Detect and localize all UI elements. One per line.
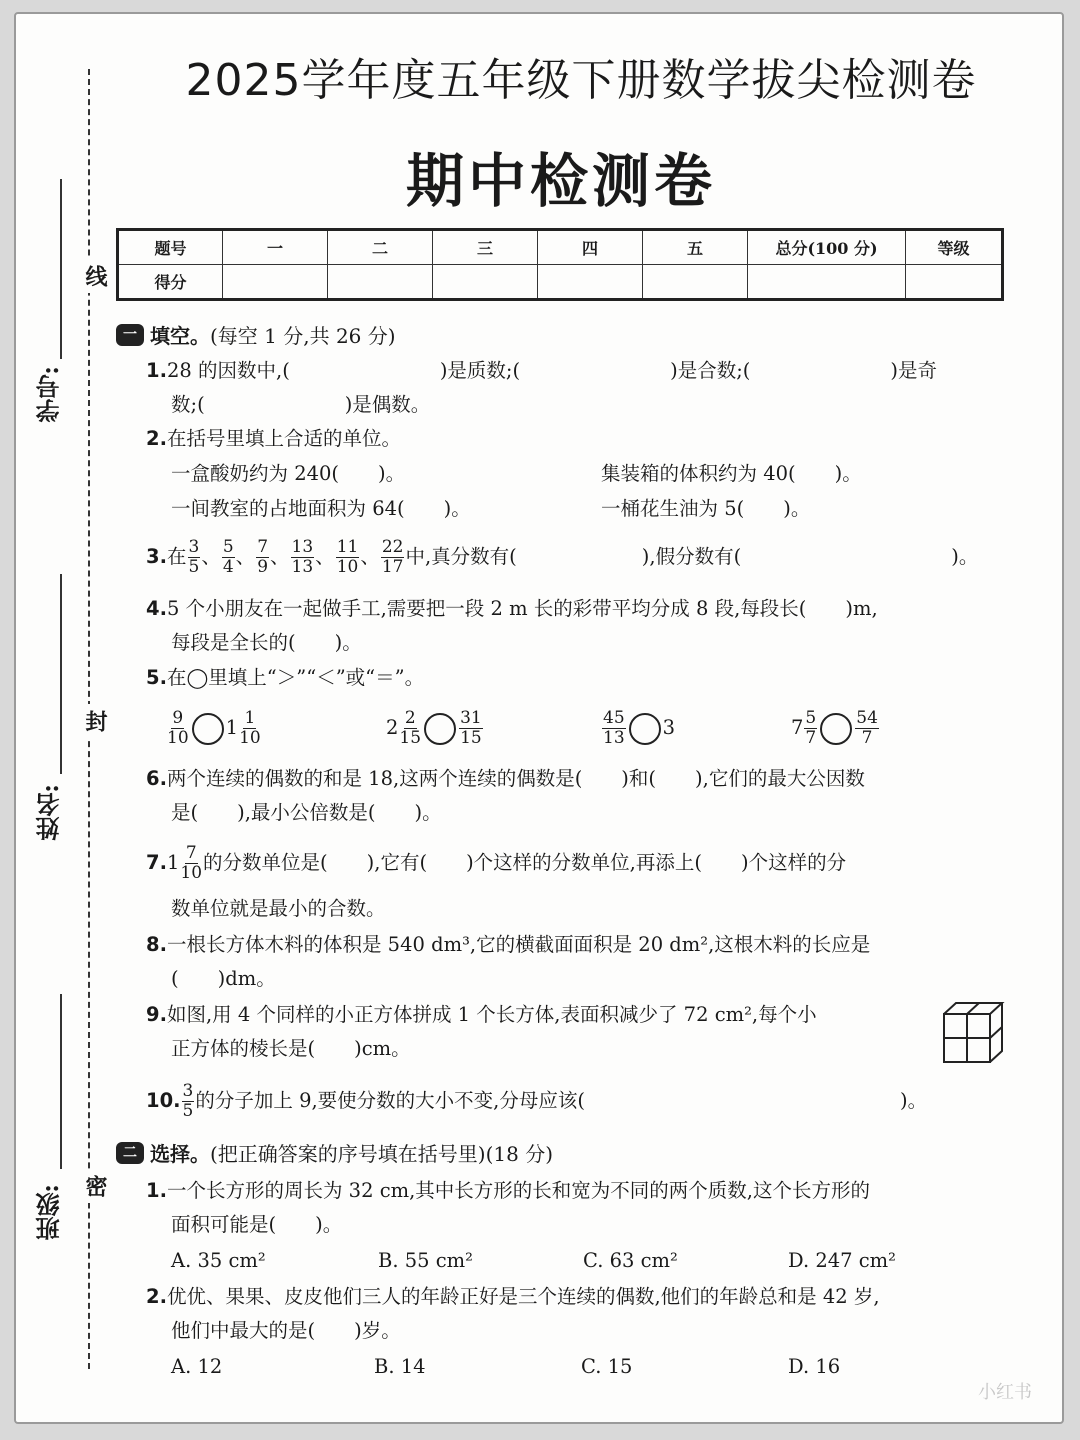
- q-text: 优优、果果、皮皮他们三人的年龄正好是三个连续的偶数,他们的年龄总和是 42 岁,: [166, 1285, 880, 1308]
- compare-item-3: $\frac{45}{13}$ 3: [603, 708, 676, 748]
- score-cell[interactable]: [328, 265, 433, 300]
- question-2-line2a: 一间教室的占地面积为 64( )。: [171, 497, 471, 520]
- choice-2-option-b[interactable]: B. 14: [374, 1355, 426, 1378]
- name-label: 姓名:: [35, 784, 64, 841]
- question-5: [146, 661, 424, 695]
- question-1-cont: [171, 388, 430, 422]
- compare-circle[interactable]: [424, 713, 456, 745]
- compare-circle[interactable]: [820, 713, 852, 745]
- cell-header: 题号: [118, 230, 223, 265]
- question-7: 7.1 $\frac{7}{10}$ 的分数单位是( ),它有( )个这样的分数单位,再添上( )个这样的分: [146, 843, 847, 883]
- question-2: [146, 422, 401, 456]
- fraction: $\frac{54}{7}$: [856, 708, 878, 748]
- score-cell[interactable]: [433, 265, 538, 300]
- q-text: 在: [166, 545, 187, 568]
- cell-header: 等级: [906, 230, 1003, 265]
- question-number: 7.: [146, 851, 167, 874]
- choice-2: [146, 1280, 880, 1314]
- q-text: 如图,用 4 个同样的小正方体拼成 1 个长方体,表面积减少了 72 cm²,每个小: [166, 1003, 817, 1026]
- cell-score-label: 得分: [118, 265, 223, 300]
- line-word: 线: [80, 259, 111, 293]
- watermark: 小红书: [978, 1382, 1032, 1403]
- fraction: $\frac{11}{10}$: [336, 537, 359, 577]
- fraction: $\frac{3}{5}$: [182, 1081, 194, 1121]
- exam-subtitle: 期中检测卷: [405, 147, 716, 215]
- question-6-cont: 是( ),最小公倍数是( )。: [171, 801, 442, 824]
- question-3: 3.在 $\frac{3}{5}$ 、 $\frac{5}{4}$ 、 $\frac{7}{9}$ 、 $\frac{13}{13}$ 、 $\frac{11}{10}$ 、 $\frac{22}{17}$ 中,真分数有( ),假分数有( )。: [146, 537, 979, 577]
- question-number: 10.: [146, 1089, 181, 1112]
- score-cell[interactable]: [748, 265, 906, 300]
- choice-1-cont: 面积可能是( )。: [171, 1213, 343, 1236]
- fraction: $\frac{2}{15}$: [399, 708, 422, 748]
- cell-header: 五: [643, 230, 748, 265]
- q-text: )是质数;(: [439, 359, 521, 382]
- score-cell[interactable]: [538, 265, 643, 300]
- score-table-score-row: [118, 265, 1003, 300]
- q-text: 一个长方形的周长为 32 cm,其中长方形的长和宽为不同的两个质数,这个长方形的: [166, 1179, 871, 1202]
- cell-header: 二: [328, 230, 433, 265]
- section-2-header: [116, 1138, 553, 1167]
- score-cell[interactable]: [643, 265, 748, 300]
- q-text: 的分数单位是( ),它有( )个这样的分数单位,再添上( )个这样的分: [203, 851, 847, 874]
- choice-1: [146, 1174, 870, 1208]
- fraction: $\frac{9}{10}$: [167, 708, 189, 748]
- cell-header: 总分(100 分): [748, 230, 906, 265]
- q-text: )是合数;(: [670, 359, 751, 382]
- question-number: 1.: [146, 1179, 167, 1202]
- question-10: [146, 1082, 927, 1121]
- section-note: (每空 1 分,共 26 分): [210, 324, 396, 348]
- cuboid-figure: [942, 1000, 1006, 1066]
- question-number: 2.: [146, 427, 167, 450]
- section-title: 填空。: [150, 324, 210, 348]
- choice-2-cont: 他们中最大的是( )岁。: [171, 1319, 401, 1342]
- section-note: (把正确答案的序号填在括号里)(18 分): [210, 1142, 554, 1166]
- q-text: 一根长方体木料的体积是 540 dm³,它的横截面面积是 20 dm²,这根木料的长应是: [166, 933, 871, 956]
- cell-header: 四: [538, 230, 643, 265]
- fraction: $\frac{3}{5}$: [188, 537, 200, 577]
- choice-1-option-b[interactable]: B. 55 cm²: [378, 1249, 473, 1272]
- question-number: 9.: [146, 1003, 167, 1026]
- q-text: 数;(: [171, 393, 205, 416]
- q-text: )是奇: [890, 359, 938, 382]
- compare-circle[interactable]: [192, 713, 224, 745]
- choice-2-option-d[interactable]: D. 16: [788, 1355, 841, 1378]
- question-6: [146, 762, 865, 796]
- fraction: $\frac{1}{10}$: [239, 708, 261, 748]
- question-number: 2.: [146, 1285, 167, 1308]
- fraction: $\frac{22}{17}$: [381, 537, 404, 577]
- student-no-label: 学号:: [35, 366, 64, 423]
- score-table: [116, 228, 1004, 301]
- question-number: 8.: [146, 933, 167, 956]
- fraction: $\frac{13}{13}$: [291, 537, 314, 577]
- choice-1-option-d[interactable]: D. 247 cm²: [788, 1249, 896, 1272]
- q-text: )。: [951, 545, 979, 568]
- choice-2-option-c[interactable]: C. 15: [581, 1355, 633, 1378]
- q-text: )。: [900, 1089, 928, 1112]
- question-8: [146, 928, 870, 962]
- choice-2-option-a[interactable]: A. 12: [171, 1355, 223, 1378]
- exam-title: 2025学年度五年级下册数学拔尖检测卷: [185, 55, 977, 106]
- compare-circle[interactable]: [629, 713, 661, 745]
- question-number: 1.: [146, 359, 167, 382]
- choice-1-option-c[interactable]: C. 63 cm²: [583, 1249, 678, 1272]
- question-2-line1a: 一盒酸奶约为 240( )。: [171, 462, 406, 485]
- fraction: $\frac{31}{15}$: [460, 708, 482, 748]
- secret-word: 密: [80, 1169, 111, 1203]
- q-text: )是偶数。: [344, 393, 431, 416]
- q-text: 中,真分数有(: [405, 545, 517, 568]
- cell-header: 一: [223, 230, 328, 265]
- section-1-header: [116, 320, 396, 349]
- question-4: [146, 592, 878, 626]
- question-8-cont: ( )dm。: [171, 967, 276, 990]
- q-text: 在◯里填上“＞”“＜”或“＝”。: [166, 666, 425, 689]
- section-title: 选择。: [150, 1142, 210, 1166]
- fraction: $\frac{5}{7}$: [805, 708, 817, 748]
- question-number: 3.: [146, 545, 167, 568]
- class-label: 班级:: [35, 1184, 64, 1241]
- question-number: 4.: [146, 597, 167, 620]
- question-7-cont: 数单位就是最小的合数。: [171, 897, 386, 920]
- question-1: [146, 354, 937, 388]
- fraction: $\frac{5}{4}$: [222, 537, 234, 577]
- score-cell[interactable]: [906, 265, 1003, 300]
- question-9: [146, 998, 817, 1032]
- question-4-cont: 每段是全长的( )。: [171, 631, 362, 654]
- q-text: 在括号里填上合适的单位。: [166, 427, 401, 450]
- seal-word: 封: [80, 704, 111, 738]
- cell-header: 三: [433, 230, 538, 265]
- section-badge: 一: [116, 324, 144, 346]
- q-text: 两个连续的偶数的和是 18,这两个连续的偶数是( )和( ),它们的最大公因数: [166, 767, 865, 790]
- compare-item-4: 7 $\frac{5}{7}$ $\frac{54}{7}$: [791, 708, 878, 748]
- fraction: $\frac{45}{13}$: [603, 708, 625, 748]
- section-badge: 二: [116, 1142, 144, 1164]
- q-text: 的分子加上 9,要使分数的大小不变,分母应该(: [195, 1089, 585, 1112]
- compare-item-2: 2 $\frac{2}{15}$ $\frac{31}{15}$: [386, 708, 482, 748]
- fraction: $\frac{7}{9}$: [257, 537, 269, 577]
- score-cell[interactable]: [223, 265, 328, 300]
- question-number: 6.: [146, 767, 167, 790]
- score-table-header-row: [118, 230, 1003, 265]
- q-text: 28 的因数中,(: [166, 359, 290, 382]
- question-2-line1b: 集装箱的体积约为 40( )。: [601, 462, 862, 485]
- compare-item-1: $\frac{9}{10}$ 1 $\frac{1}{10}$: [167, 708, 261, 748]
- q-text: 5 个小朋友在一起做手工,需要把一段 2 m 长的彩带平均分成 8 段,每段长( )m,: [166, 597, 878, 620]
- fraction: $\frac{7}{10}$: [180, 843, 203, 883]
- q-text: ),假分数有(: [641, 545, 742, 568]
- question-9-cont: 正方体的棱长是( )cm。: [171, 1037, 411, 1060]
- question-2-line2b: 一桶花生油为 5( )。: [601, 497, 811, 520]
- choice-1-option-a[interactable]: A. 35 cm²: [171, 1249, 266, 1272]
- exam-page: [14, 12, 1064, 1424]
- question-number: 5.: [146, 666, 167, 689]
